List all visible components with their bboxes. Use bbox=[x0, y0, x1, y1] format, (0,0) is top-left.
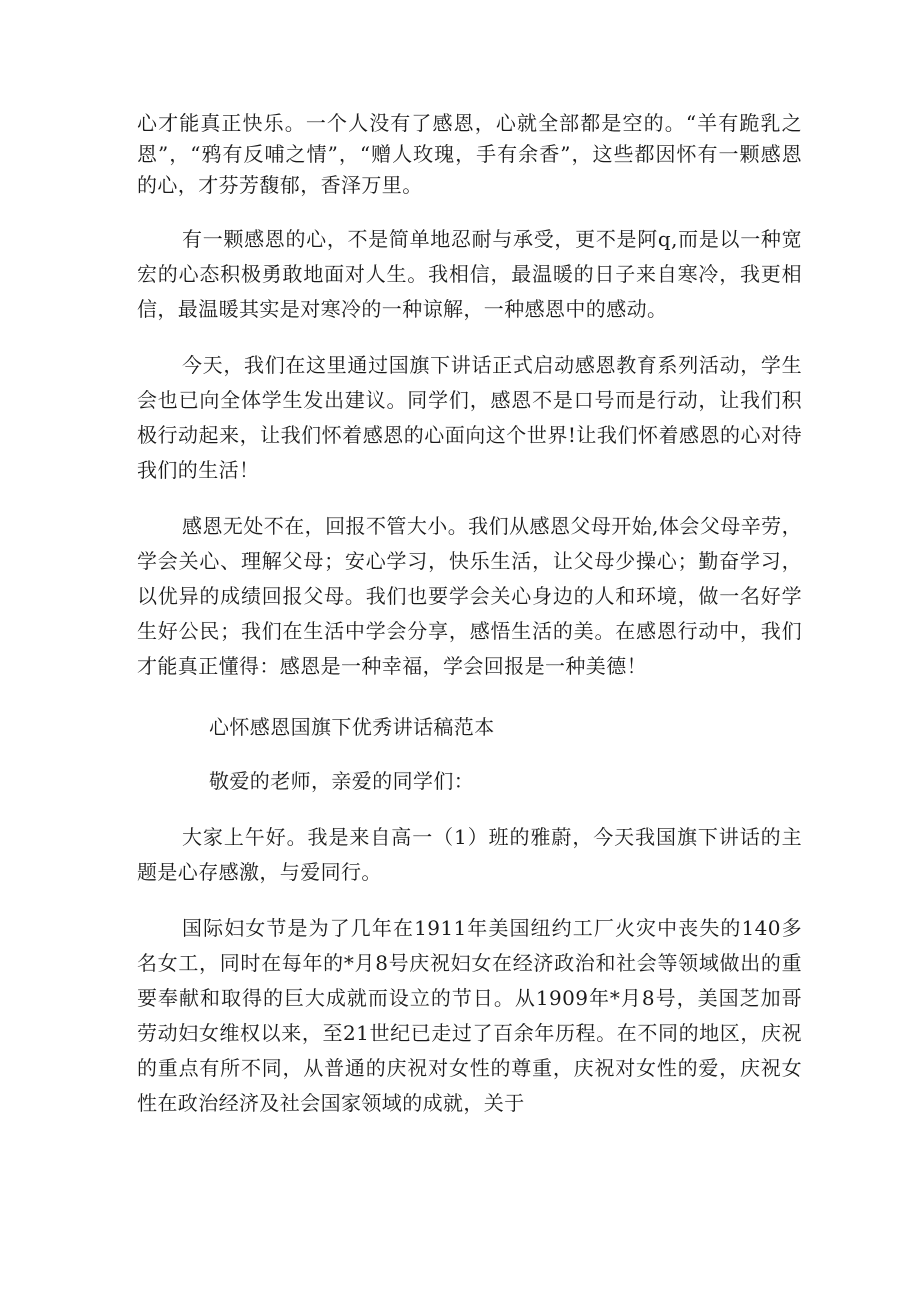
paragraph-gratitude-everywhere: 感恩无处不在，回报不管大小。我们从感恩父母开始,体会父母辛劳，学会关心、理解父母；安心学习，快乐生活，让父母少操心；勤奋学习，以优异的成绩回报父母。我们也要学会关心身边的人和环境，做一名好学生好公民；我们在生活中学会分享，感悟生活的美。在感恩行动中，我们才能真正懂得：感恩是一种幸福，学会回报是一种美德！ bbox=[137, 514, 802, 678]
paragraph-womens-day: 国际妇女节是为了几年在1911年美国纽约工厂火灾中丧失的140多名女工，同时在每年的*月8号庆祝妇女在经济政治和社会等领域做出的重要奉献和取得的巨大成就而设立的节日。从1909年*月8号，美国芝加哥劳动妇女维权以来，至21世纪已走过了百余年历程。在不同的地区，庆祝的重点有所不同，从普通的庆祝对女性的尊重，庆祝对女性的爱，庆祝女性在政治经济及社会国家领域的成就，关于 bbox=[137, 916, 802, 1115]
paragraph-gratitude-fragrance: 心才能真正快乐。一个人没有了感恩，心就全部都是空的。“羊有跪乳之恩”，“鸦有反哺之情”，“赠人玫瑰，手有余香”，这些都因怀有一颗感恩的心，才芬芳馥郁，香泽万里。 bbox=[137, 111, 802, 197]
document-page bbox=[137, 108, 802, 1121]
salutation: 敬爱的老师，亲爱的同学们： bbox=[209, 769, 475, 793]
paragraph-activity-launch: 今天，我们在这里通过国旗下讲话正式启动感恩教育系列活动，学生会也已向全体学生发出建议。同学们，感恩不是口号而是行动，让我们积极行动起来，让我们怀着感恩的心面向这个世界!让我们怀着感恩的心对待我们的生活！ bbox=[137, 353, 802, 482]
section-title: 心怀感恩国旗下优秀讲话稿范本 bbox=[209, 715, 495, 739]
paragraph-greeting: 大家上午好。我是来自高一（1）班的雅蔚，今天我国旗下讲话的主题是心存感激，与爱同行。 bbox=[137, 825, 802, 884]
paragraph-grateful-heart: 有一颗感恩的心，不是简单地忍耐与承受，更不是阿q,而是以一种宽宏的心态积极勇敢地面对人生。我相信，最温暖的日子来自寒冷，我更相信，最温暖其实是对寒冷的一种谅解，一种感恩中的感动。 bbox=[137, 227, 802, 321]
